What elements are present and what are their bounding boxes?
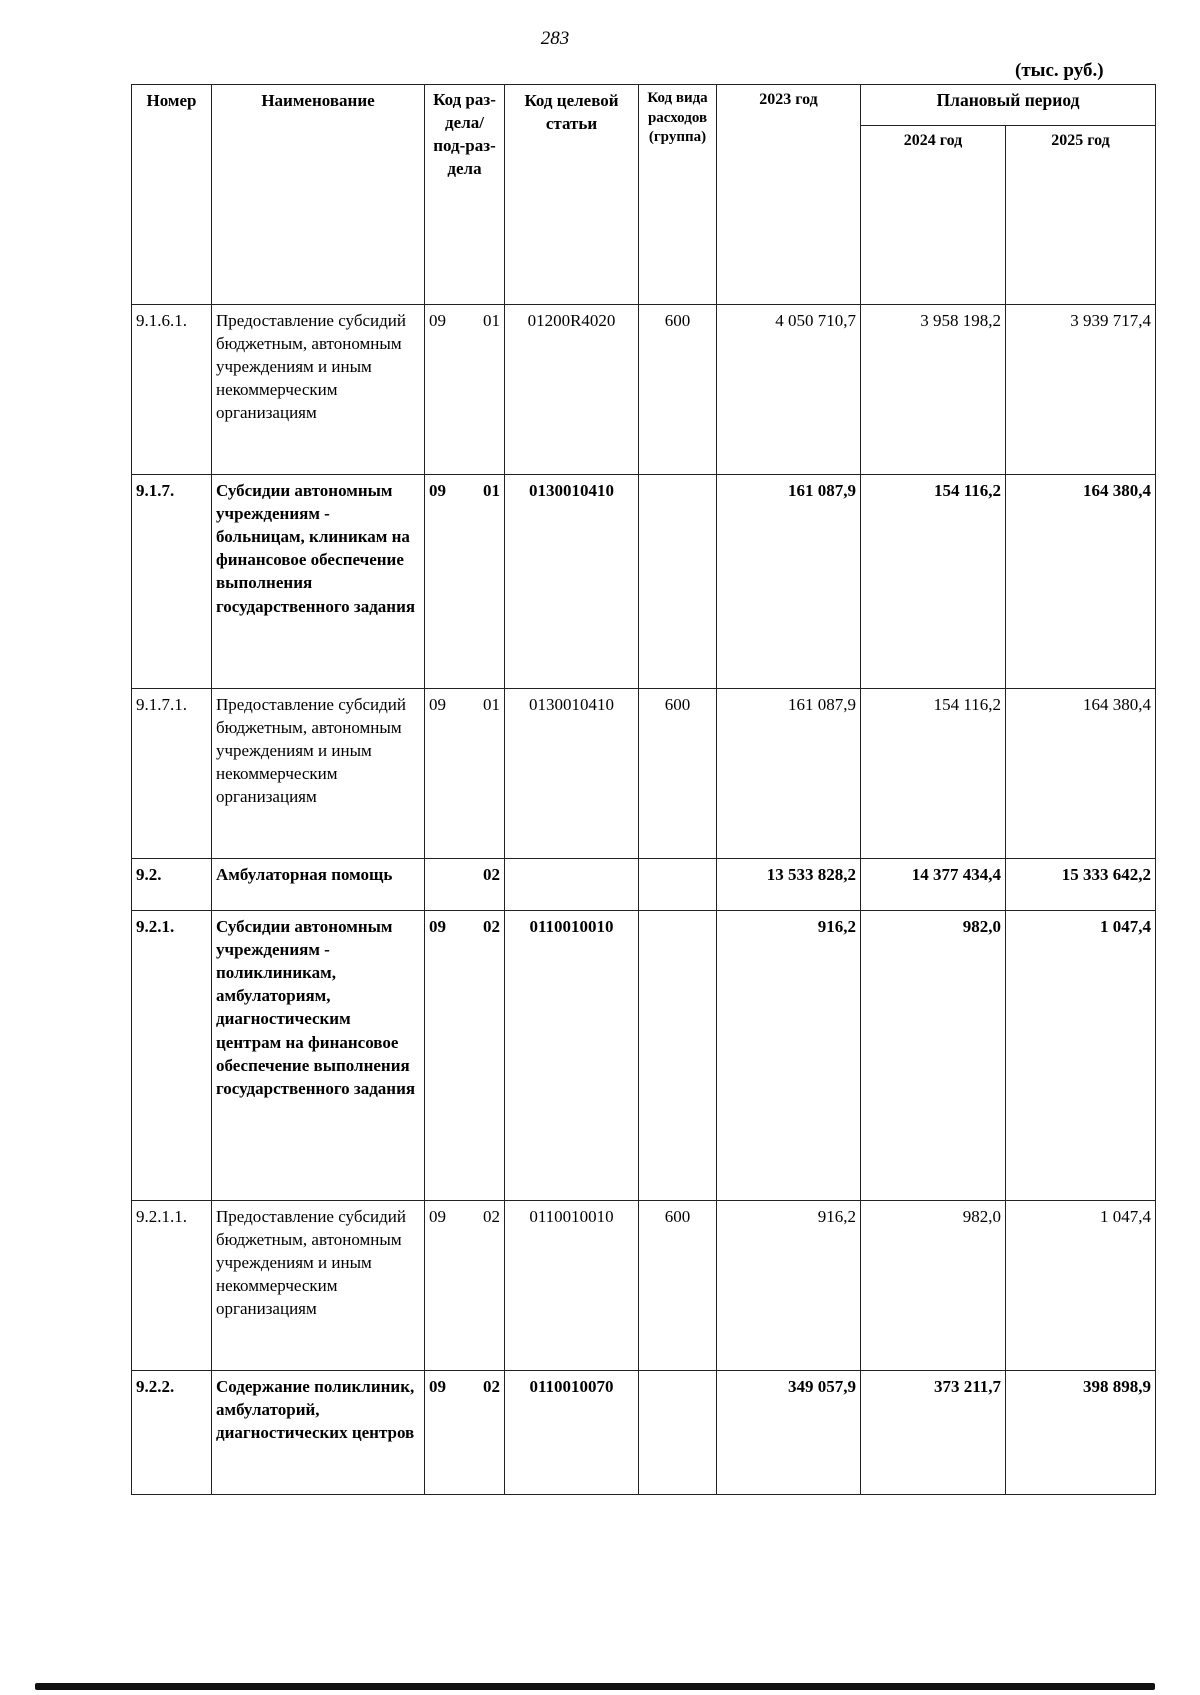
row-amount-2024: 982,0 [861,911,1006,1201]
row-target-code: 01200R4020 [505,305,639,475]
row-amount-2023: 4 050 710,7 [717,305,861,475]
row-number: 9.1.6.1. [132,305,212,475]
row-section-code [425,859,505,911]
row-expense-type [639,475,717,689]
row-section-code [425,911,505,1201]
row-name: Амбулаторная помощь [212,859,425,911]
row-section-code [425,475,505,689]
table-row [132,911,1156,1201]
bottom-rule [35,1683,1155,1690]
row-amount-2023: 916,2 [717,1201,861,1371]
page-number: 283 [540,28,570,49]
row-target-code: 0110010070 [505,1371,639,1495]
row-amount-2023: 916,2 [717,911,861,1201]
row-name: Предоставление субсидий бюджетным, автономным учреждениям и иным некоммерческим организациям [212,689,425,859]
row-subsection: 02 [483,1207,500,1226]
row-amount-2025: 164 380,4 [1006,475,1156,689]
row-amount-2025: 3 939 717,4 [1006,305,1156,475]
row-amount-2024: 3 958 198,2 [861,305,1006,475]
row-subsection: 01 [483,695,500,714]
header-year-2023: 2023 год [717,85,861,305]
row-section: 09 [429,1377,446,1396]
row-target-code [505,859,639,911]
row-number: 9.2.2. [132,1371,212,1495]
row-amount-2023: 13 533 828,2 [717,859,861,911]
row-amount-2024: 373 211,7 [861,1371,1006,1495]
row-target-code: 0130010410 [505,689,639,859]
row-amount-2025: 398 898,9 [1006,1371,1156,1495]
row-number: 9.2.1. [132,911,212,1201]
row-number: 9.2. [132,859,212,911]
row-amount-2024: 154 116,2 [861,475,1006,689]
header-section-code: Код раз-дела/ под-раз-дела [425,85,505,305]
row-section: 09 [429,917,446,936]
row-amount-2023: 349 057,9 [717,1371,861,1495]
row-amount-2023: 161 087,9 [717,475,861,689]
row-subsection: 02 [483,1377,500,1396]
row-subsection: 02 [483,865,500,884]
row-name: Предоставление субсидий бюджетным, автономным учреждениям и иным некоммерческим организациям [212,305,425,475]
row-number: 9.2.1.1. [132,1201,212,1371]
row-expense-type [639,1371,717,1495]
table-header [132,85,1156,305]
budget-table [131,84,1156,1495]
row-section-code [425,1371,505,1495]
row-amount-2024: 14 377 434,4 [861,859,1006,911]
row-expense-type: 600 [639,1201,717,1371]
row-name: Содержание поликлиник, амбулаторий, диагностических центров [212,1371,425,1495]
row-target-code: 0110010010 [505,911,639,1201]
row-amount-2025: 15 333 642,2 [1006,859,1156,911]
row-section: 09 [429,1207,446,1226]
row-amount-2023: 161 087,9 [717,689,861,859]
header-expense-type-code: Код вида расходов (группа) [639,85,717,305]
row-amount-2024: 154 116,2 [861,689,1006,859]
row-name: Предоставление субсидий бюджетным, автономным учреждениям и иным некоммерческим организациям [212,1201,425,1371]
header-name: Наименование [212,85,425,305]
row-section-code [425,689,505,859]
row-expense-type: 600 [639,305,717,475]
table-row [132,689,1156,859]
row-section-code [425,1201,505,1371]
row-section: 09 [429,311,446,330]
table-row [132,475,1156,689]
row-amount-2025: 1 047,4 [1006,911,1156,1201]
row-expense-type [639,859,717,911]
row-number: 9.1.7.1. [132,689,212,859]
table-row [132,859,1156,911]
row-section-code [425,305,505,475]
row-amount-2025: 1 047,4 [1006,1201,1156,1371]
header-target-code: Код целевой статьи [505,85,639,305]
header-plan-period: Плановый период [861,85,1156,126]
table-body [132,305,1156,1495]
row-amount-2024: 982,0 [861,1201,1006,1371]
table-row [132,305,1156,475]
row-name: Субсидии автономным учреждениям - поликлиникам, амбулаториям, диагностическим центрам на финансовое обеспечение выполнения государственного задания [212,911,425,1201]
row-name: Субсидии автономным учреждениям - больницам, клиникам на финансовое обеспечение выполнения государственного задания [212,475,425,689]
row-target-code: 0130010410 [505,475,639,689]
row-expense-type [639,911,717,1201]
row-section: 09 [429,481,446,500]
row-subsection: 02 [483,917,500,936]
row-target-code: 0110010010 [505,1201,639,1371]
row-number: 9.1.7. [132,475,212,689]
row-section: 09 [429,695,446,714]
row-subsection: 01 [483,311,500,330]
header-number: Номер [132,85,212,305]
units-label: (тыс. руб.) [1015,60,1104,81]
row-amount-2025: 164 380,4 [1006,689,1156,859]
table-row [132,1371,1156,1495]
row-expense-type: 600 [639,689,717,859]
header-year-2025: 2025 год [1006,126,1156,305]
row-subsection: 01 [483,481,500,500]
table-row [132,1201,1156,1371]
header-year-2024: 2024 год [861,126,1006,305]
